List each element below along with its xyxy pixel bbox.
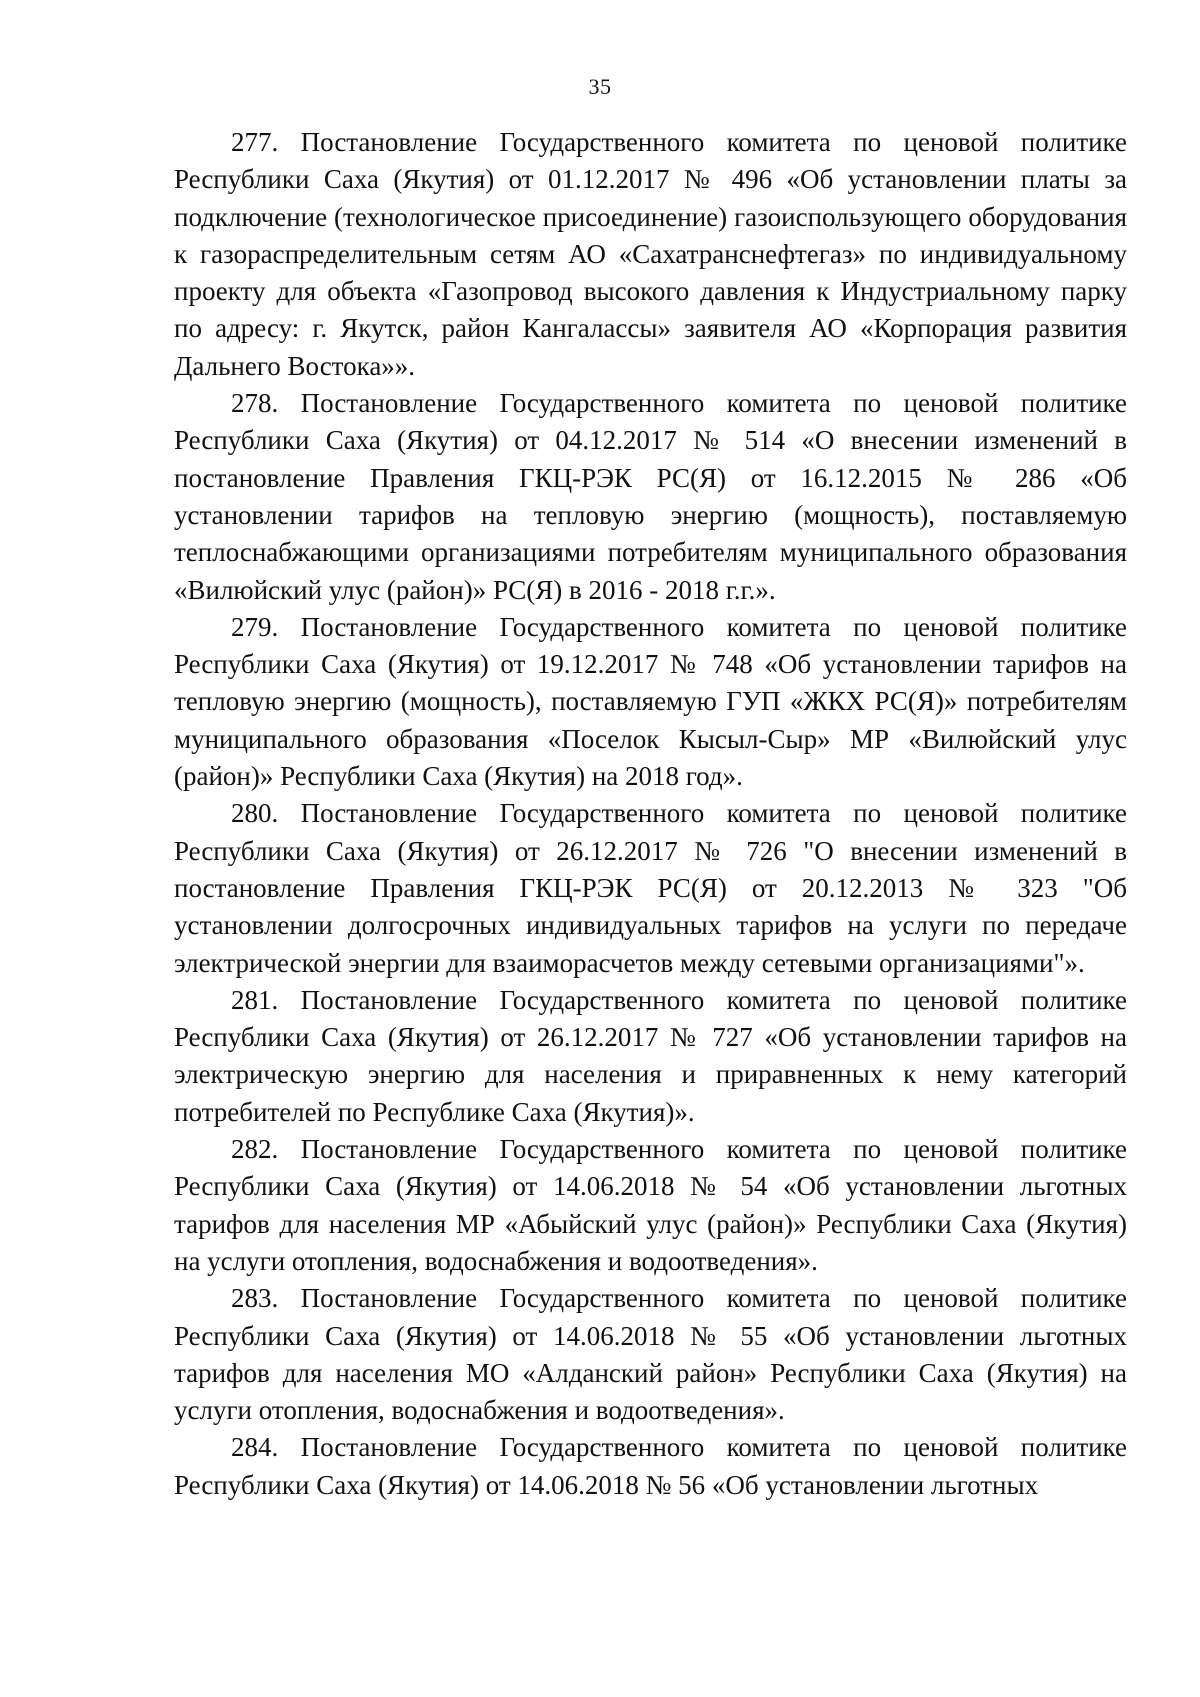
paragraph-283: 283. Постановление Государственного комитета по ценовой политике Республики Саха (Якутия) от 14.06.2018 № 55 «Об установлении льготных тарифов для населения МО «Алданский район» Республики Саха (Якутия) на услуги отопления, водоснабжения и водоотведения». (174, 1283, 1127, 1426)
paragraph-280: 280. Постановление Государственного комитета по ценовой политике Республики Саха (Якутия) от 26.12.2017 № 726 "О внесении изменений в постановление Правления ГКЦ-РЭК РС(Я) от 20.12.2013 № 323 "Об установлении долгосрочных индивидуальных тарифов на услуги по передаче электрической энергии для взаиморасчетов между сетевыми организациями"». (174, 798, 1127, 978)
page-number: 35 (588, 74, 612, 99)
paragraph-282: 282. Постановление Государственного комитета по ценовой политике Республики Саха (Якутия) от 14.06.2018 № 54 «Об установлении льготных тарифов для населения МР «Абыйский улус (район)» Республики Саха (Якутия) на услуги отопления, водоснабжения и водоотведения». (174, 1134, 1127, 1276)
paragraph-284: 284. Постановление Государственного комитета по ценовой политике Республики Саха (Якутия) от 14.06.2018 № 56 «Об установлении льготных (174, 1432, 1127, 1500)
paragraph-279: 279. Постановление Государственного комитета по ценовой политике Республики Саха (Якутия) от 19.12.2017 № 748 «Об установлении тарифов на тепловую энергию (мощность), поставляемую ГУП «ЖКХ РС(Я)» потребителям муниципального образования «Поселок Кысыл-Сыр» МР «Вилюйский улус (район)» Республики Саха (Якутия) на 2018 год». (174, 611, 1127, 792)
document-body (174, 124, 1127, 1504)
paragraph-281: 281. Постановление Государственного комитета по ценовой политике Республики Саха (Якутия) от 26.12.2017 № 727 «Об установлении тарифов на электрическую энергию для населения и приравненных к нему категорий потребителей по Республике Саха (Якутия)». (174, 984, 1127, 1127)
paragraph-277: 277. Постановление Государственного комитета по ценовой политике Республики Саха (Якутия) от 01.12.2017 № 496 «Об установлении платы за подключение (технологическое присоединение) газоиспользующего оборудования к газораспределительным сетям АО «Сахатранснефтегаз» по индивидуальному проекту для объекта «Газопровод высокого давления к Индустриальному парку по адресу: г. Якутск, район Кангалассы» заявителя АО «Корпорация развития Дальнего Востока»». (174, 127, 1127, 381)
paragraph-278: 278. Постановление Государственного комитета по ценовой политике Республики Саха (Якутия) от 04.12.2017 № 514 «О внесении изменений в постановление Правления ГКЦ-РЭК РС(Я) от 16.12.2015 № 286 «Об установлении тарифов на тепловую энергию (мощность), поставляемую теплоснабжающими организациями потребителям муниципального образования «Вилюйский улус (район)» РС(Я) в 2016 - 2018 г.г.». (174, 388, 1127, 605)
